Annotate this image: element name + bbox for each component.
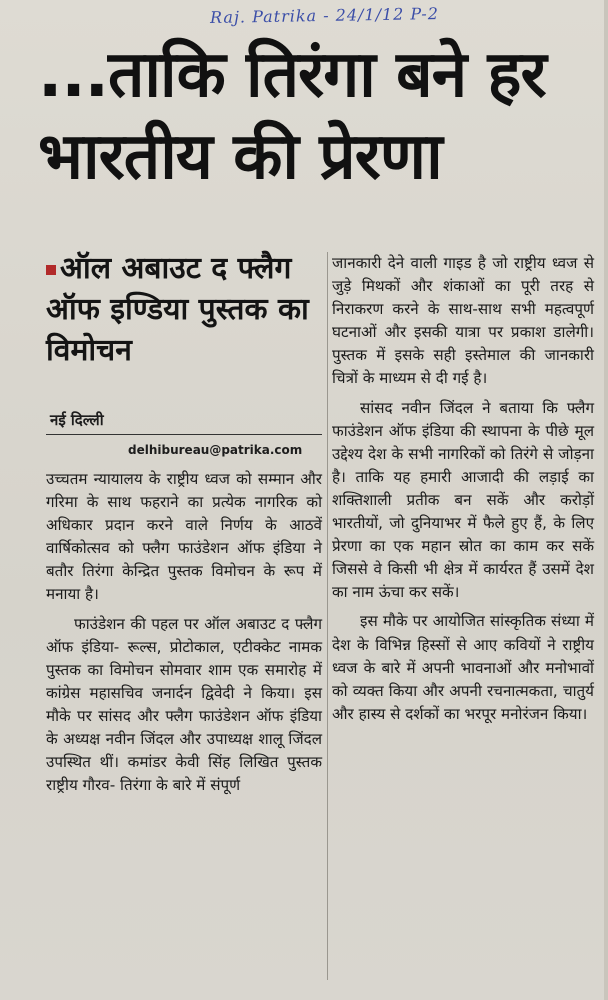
left-paragraph-1: उच्चतम न्यायालय के राष्ट्रीय ध्वज को सम्मान और गरिमा के साथ फहराने का प्रत्येक नागरिक को अधिकार प्रदान करने वाले निर्णय के आठवें वार्षिकोत्सव को फ्लैग फाउंडेशन ऑफ इंडिया ने बतौर तिरंगा केन्द्रित पुस्तक विमोचन के रूप में मनाया है। [46,470,322,604]
page-edge [604,0,608,1000]
right-paragraph-2: सांसद नवीन जिंदल ने बताया कि फ्लैग फाउंडेशन ऑफ इंडिया की स्थापना के पीछे मूल उद्देश्य देश के सभी नागरिकों को तिरंगे से जोड़ना है। ताकि यह हमारी आजादी की लड़ाई का शक्तिशाली प्रतीक बन सकें और करोड़ों भारतीयों, जो दुनियाभर में फैले हुए हैं, के लिए प्रेरणा का एक महान स्रोत का काम कर सकें जिससे वे किसी भी क्षेत्र में कार्यरत हैं उसमें देश का नाम ऊंचा कर सकें। [332,398,594,602]
left-paragraph-2: फाउंडेशन की पहल पर ऑल अबाउट द फ्लैग ऑफ इंडिया- रूल्स, प्रोटोकाल, एटीक्केट नामक पुस्तक का विमोचन सोमवार शाम एक समारोह में कांग्रेस महासचिव जनार्दन द्विवेदी ने किया। इस मौके पर सांसद और फ्लैग फाउंडेशन ऑफ इंडिया के अध्यक्ष नवीन जिंदल और उपाध्यक्ष शालू जिंदल उपस्थित थीं। कमांडर केवी सिंह लिखित पुस्तक राष्ट्रीय गौरव- तिरंगा के बारे में संपूर्ण [46,614,322,795]
handwritten-source-note: Raj. Patrika - 24/1/12 P-2 [209,4,440,27]
byline-divider [46,434,322,435]
right-column [332,252,594,726]
subheadline-text: ऑल अबाउट द फ्लैग ऑफ इण्डिया पुस्तक का विमोचन [46,251,309,368]
subheadline [46,248,321,371]
byline-email: delhibureau@patrika.com [128,443,303,457]
bullet-square-icon [46,265,56,275]
column-divider [327,252,328,980]
right-paragraph-3: इस मौके पर आयोजित सांस्कृतिक संध्या में देश के विभिन्न हिस्सों से आए कवियों ने राष्ट्रीय ध्वज के बारे में अपनी भावनाओं और मनोभावों को व्यक्त किया और अपनी रचनात्मकता, चातुर्य और हास्य से दर्शकों का भरपूर मनोरंजन किया। [332,612,594,723]
right-paragraph-1: जानकारी देने वाली गाइड है जो राष्ट्रीय ध्वज से जुड़े मिथकों और शंकाओं का पूरी तरह से निराकरण करने के साथ-साथ सभी महत्वपूर्ण घटनाओं और इसकी यात्रा पर प्रकाश डालेगी। पुस्तक में इसके सही इस्तेमाल की जानकारी चित्रों के माध्यम से दी गई है। [332,254,594,388]
dateline: नई दिल्ली [50,411,104,429]
headline: ...ताकि तिरंगा बने हर भारतीय की प्रेरणा [38,38,546,194]
left-column [46,468,322,797]
